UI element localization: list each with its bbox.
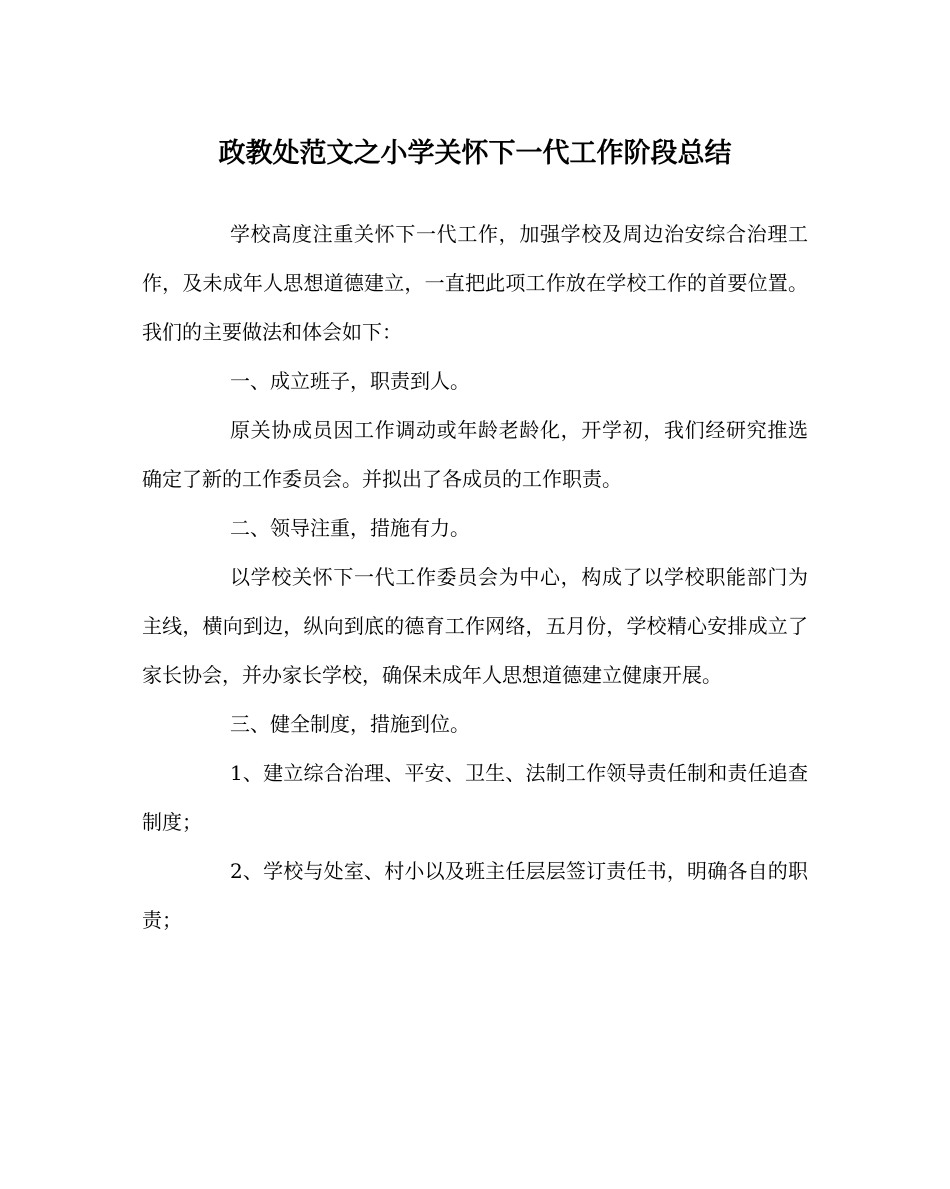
- paragraph-5: 以学校关怀下一代工作委员会为中心，构成了以学校职能部门为主线，横向到边，纵向到底的德育工作网络，五月份，学校精心安排成立了家长协会，并办家长学校，确保未成年人思想道德建立健康开展。: [142, 565, 808, 687]
- paragraph-8: 2、学校与处室、村小以及班主任层层签订责任书，明确各自的职责；: [142, 859, 808, 932]
- paragraph-1: 学校高度注重关怀下一代工作，加强学校及周边治安综合治理工作，及未成年人思想道德建立，一直把此项工作放在学校工作的首要位置。我们的主要做法和体会如下：: [142, 222, 808, 344]
- paragraph-6: 三、健全制度，措施到位。: [230, 712, 470, 736]
- document-title: 政教处范文之小学关怀下一代工作阶段总结: [218, 138, 732, 169]
- paragraph-7: 1、建立综合治理、平安、卫生、法制工作领导责任制和责任追查制度；: [142, 761, 808, 834]
- paragraph-3: 原关协成员因工作调动或年龄老龄化，开学初，我们经研究推选确定了新的工作委员会。并拟出了各成员的工作职责。: [142, 418, 808, 491]
- paragraph-4: 二、领导注重，措施有力。: [230, 516, 470, 540]
- paragraph-2: 一、成立班子，职责到人。: [230, 369, 470, 393]
- document-body: [142, 210, 808, 945]
